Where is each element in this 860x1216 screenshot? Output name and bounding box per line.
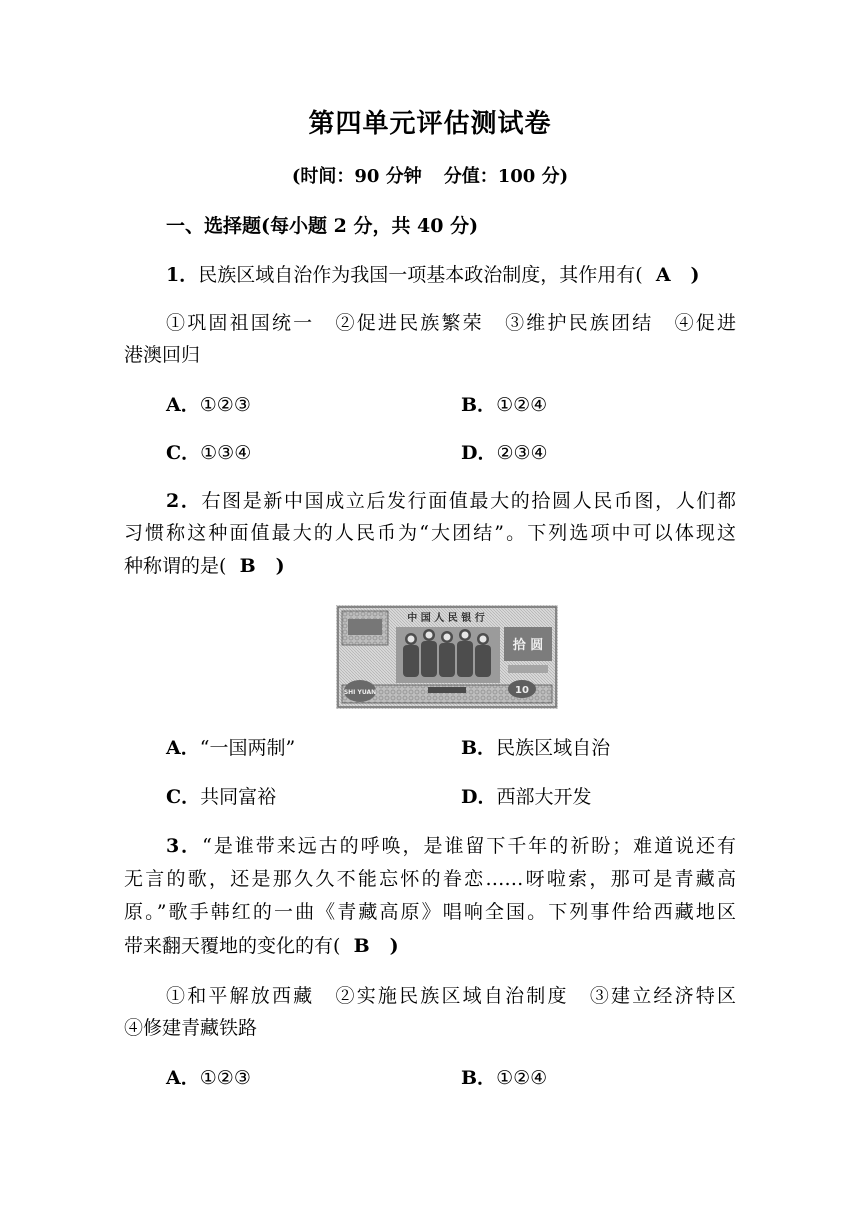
answer-key: B ) — [353, 935, 399, 957]
question-1-stem — [166, 265, 736, 285]
option-d: D．西部大开发 — [461, 786, 592, 808]
option-a: A．①②③ — [166, 1067, 251, 1089]
banknote-numeral: 10 — [515, 685, 529, 696]
section-heading: 一、选择题(每小题 2 分，共 40 分) — [166, 215, 479, 237]
question-2-stem-cont1: 习惯称这种面值最大的人民币为“大团结”。下列选项中可以体现这 — [124, 522, 736, 544]
banknote-denomination: 拾 圆 — [512, 638, 544, 653]
exam-score: 分值：100 分) — [443, 166, 569, 187]
exam-time: (时间：90 分钟 — [291, 166, 422, 187]
question-3-items: ①和平解放西藏 ②实施民族区域自治制度 ③建立经济特区 — [166, 985, 736, 1007]
option-a: A．①②③ — [166, 394, 251, 416]
option-d: D．②③④ — [461, 442, 548, 464]
option-b: B．①②④ — [461, 394, 548, 416]
answer-key: B ) — [239, 555, 285, 577]
question-3-stem-cont2: 原。”歌手韩红的一曲《青藏高原》唱响全国。下列事件给西藏地区 — [124, 901, 736, 923]
option-a: A．“一国两制” — [166, 737, 296, 759]
question-number: 3． — [166, 835, 203, 857]
page-title: 第四单元评估测试卷 — [308, 109, 552, 139]
question-2-stem-cont2: 种称谓的是( B ) — [124, 555, 285, 577]
question-3-stem-cont1: 无言的歌，还是那久久不能忘怀的眷恋……呀啦索，那可是青藏高 — [124, 868, 736, 890]
question-3-stem: 3．“是谁带来远古的呼唤，是谁留下千年的祈盼；难道说还有 — [166, 835, 736, 857]
question-3-items-cont: ④修建青藏铁路 — [124, 1017, 258, 1039]
question-1-items-cont: 港澳回归 — [124, 344, 201, 366]
option-b: B．①②④ — [461, 1067, 548, 1089]
banknote-image — [336, 605, 558, 709]
banknote-header-text: 中 国 人 民 银 行 — [407, 613, 485, 624]
question-1-items: ①巩固祖国统一 ②促进民族繁荣 ③维护民族团结 ④促进 — [166, 312, 736, 334]
question-3-stem-cont3: 带来翻天覆地的变化的有( B ) — [124, 935, 399, 957]
option-c: C．共同富裕 — [166, 786, 277, 808]
option-c: C．①③④ — [166, 442, 252, 464]
question-text: 民族区域自治作为我国一项基本政治制度，其作用有( — [198, 264, 643, 286]
answer-key: A ) — [655, 264, 700, 286]
question-number: 1． — [166, 264, 199, 286]
exam-meta — [0, 162, 860, 188]
banknote-latin: SHI YUAN — [343, 689, 377, 696]
option-b: B．民族区域自治 — [461, 737, 611, 759]
question-number: 2． — [166, 490, 202, 512]
question-2-stem: 2．右图是新中国成立后发行面值最大的拾圆人民币图，人们都 — [166, 490, 736, 512]
